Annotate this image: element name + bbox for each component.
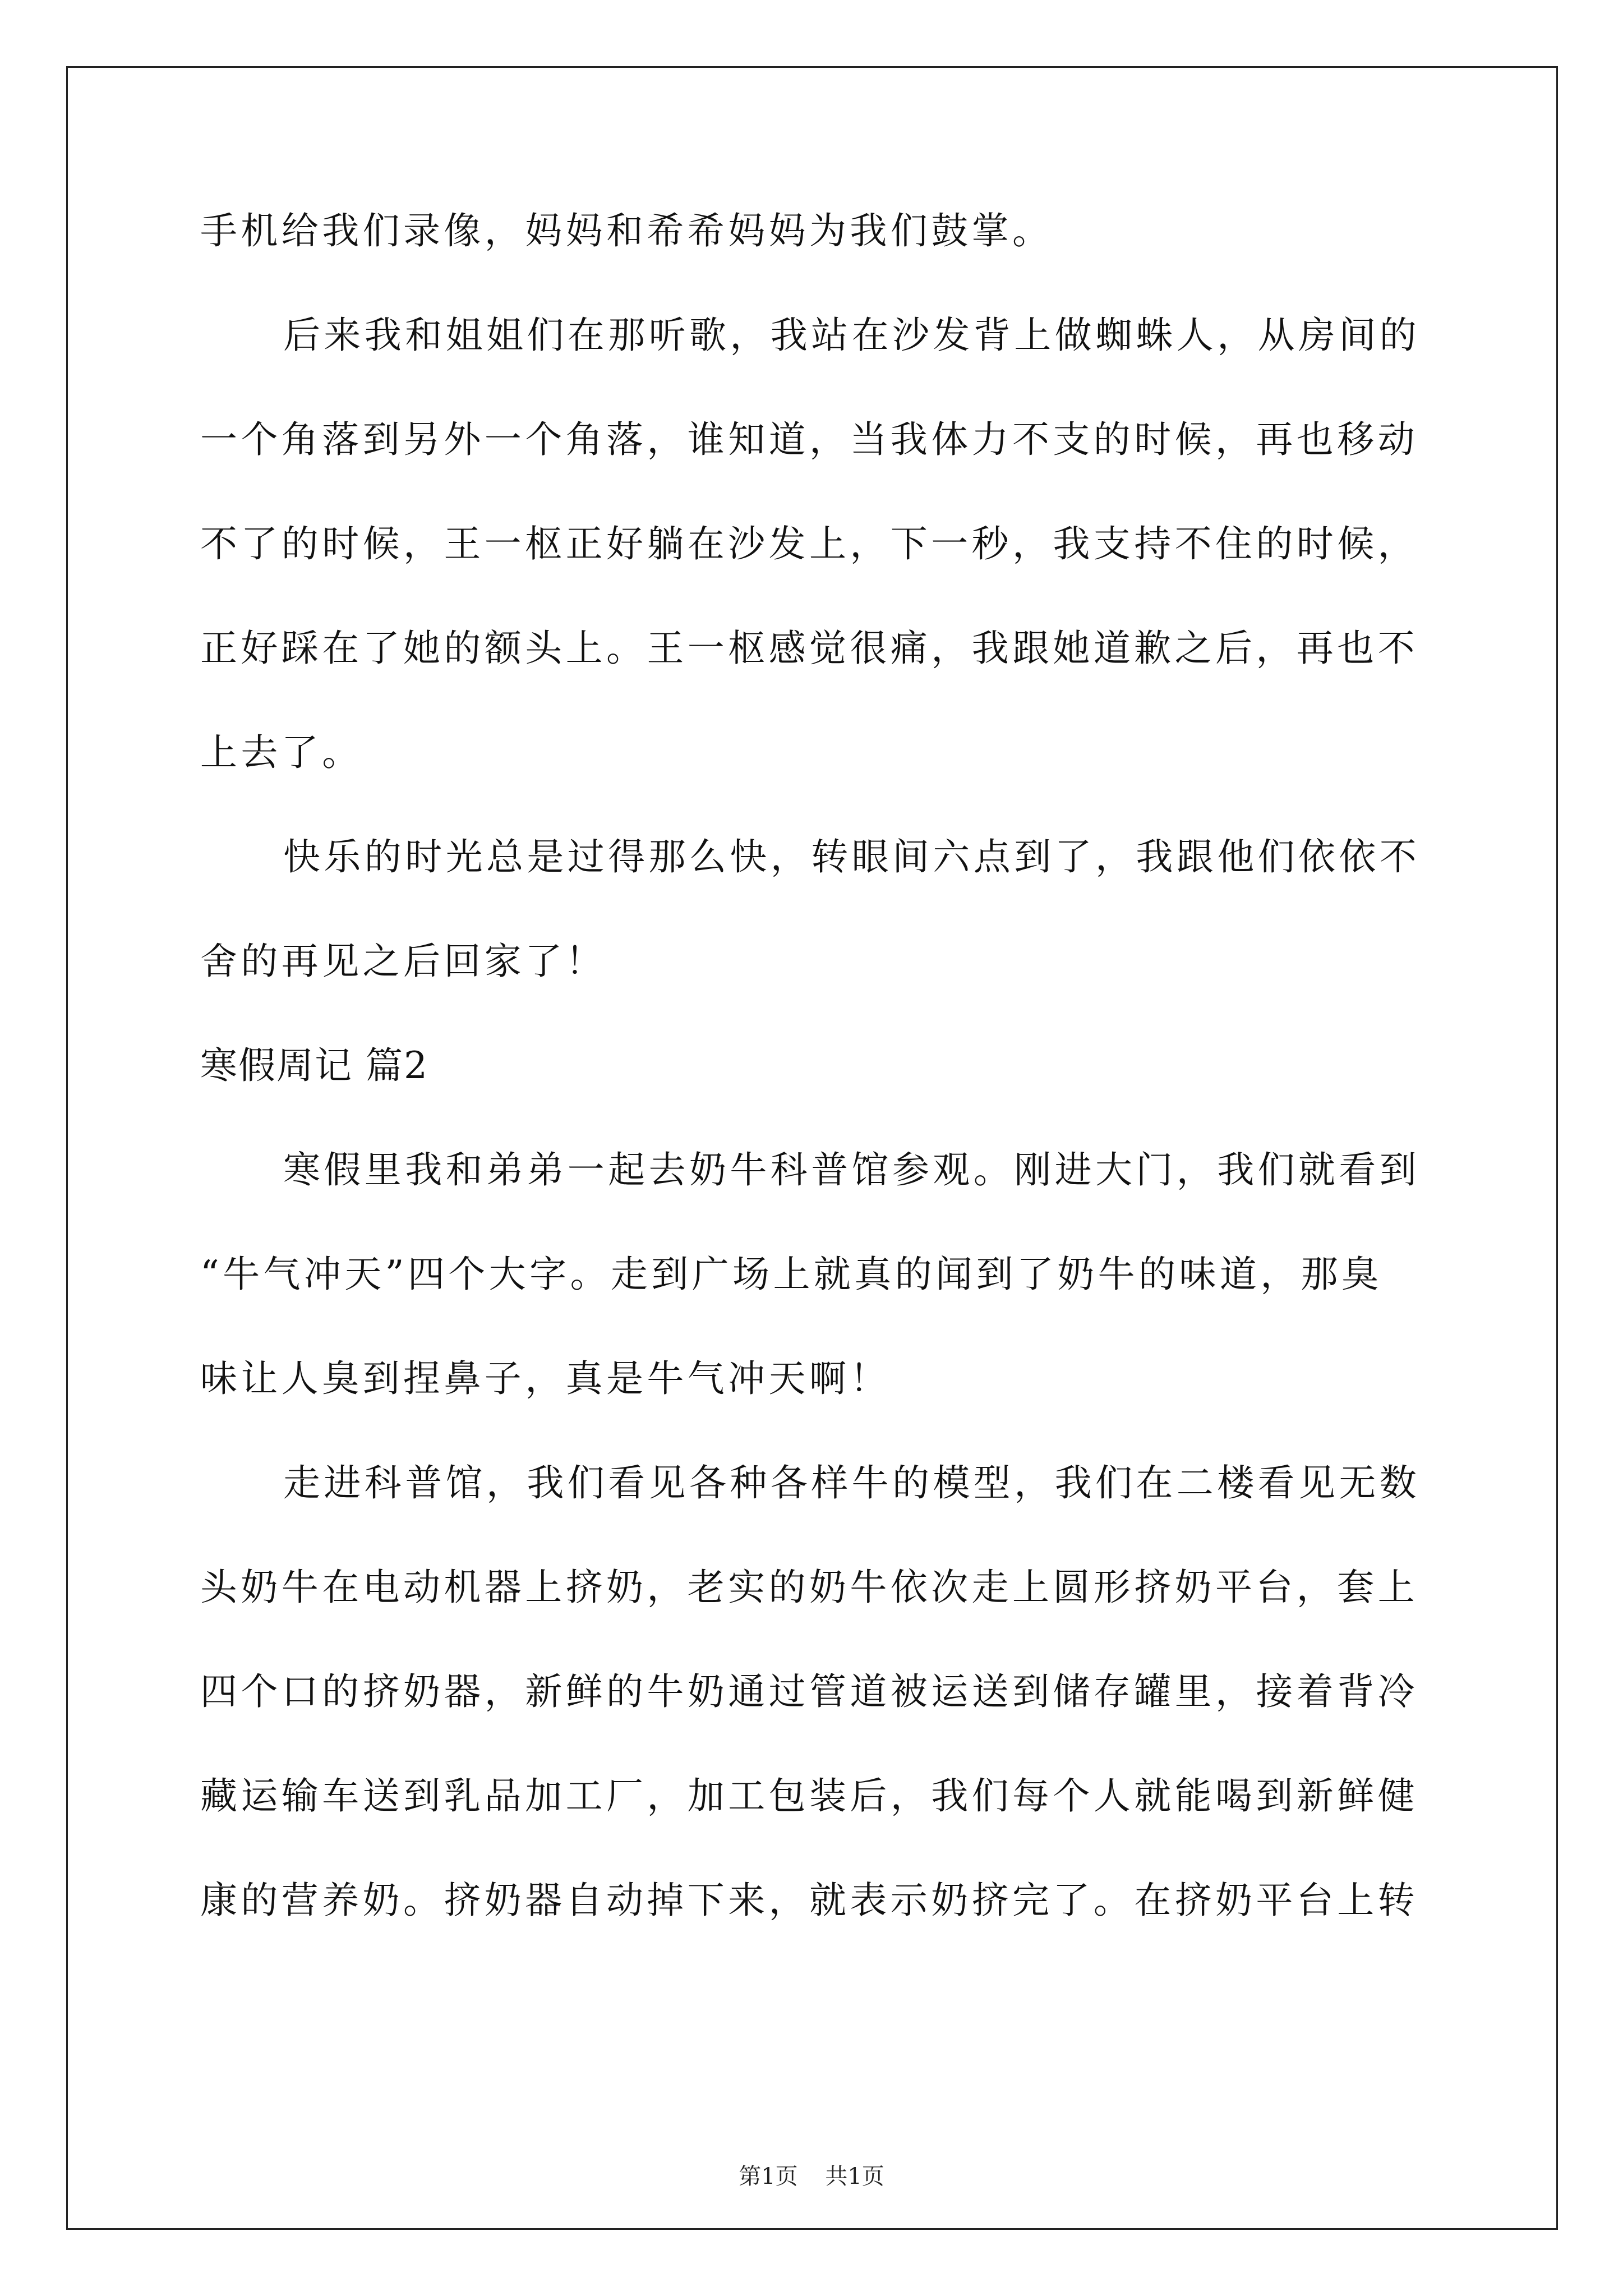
text-line: 四个口的挤奶器，新鲜的牛奶通过管道被运送到储存罐里，接着背冷 — [200, 1670, 1418, 1713]
document-body — [200, 205, 1434, 1927]
text-line: 上去了。 — [200, 731, 363, 774]
text-line: 味让人臭到捏鼻子，真是牛气冲天啊！ — [200, 1357, 891, 1400]
paragraph-first-line: 走进科普馆，我们看见各种各样牛的模型，我们在二楼看见无数 — [283, 1461, 1421, 1504]
page-number: 第1页 — [739, 2164, 798, 2189]
text-line: 头奶牛在电动机器上挤奶，老实的奶牛依次走上圆形挤奶平台，套上 — [200, 1566, 1418, 1609]
page-footer — [0, 2162, 1623, 2191]
text-line: 正好踩在了她的额头上。王一枢感觉很痛，我跟她道歉之后，再也不 — [200, 627, 1418, 670]
text-line: 一个角落到另外一个角落，谁知道，当我体力不支的时候，再也移动 — [200, 418, 1418, 461]
page-total: 共1页 — [825, 2164, 884, 2189]
text-line: 不了的时候，王一枢正好躺在沙发上，下一秒，我支持不住的时候， — [200, 522, 1418, 565]
paragraph-first-line: 寒假里我和弟弟一起去奶牛科普馆参观。刚进大门，我们就看到 — [283, 1148, 1421, 1191]
text-line: 手机给我们录像，妈妈和希希妈妈为我们鼓掌。 — [200, 209, 1053, 252]
section-heading: 寒假周记 篇2 — [200, 1044, 428, 1087]
text-line: 藏运输车送到乳品加工厂，加工包装后，我们每个人就能喝到新鲜健 — [200, 1774, 1418, 1818]
text-line: 舍的再见之后回家了！ — [200, 940, 606, 983]
paragraph-first-line: 后来我和姐姐们在那听歌，我站在沙发背上做蜘蛛人，从房间的 — [283, 314, 1421, 357]
text-line: “牛气冲天”四个大字。走到广场上就真的闻到了奶牛的味道，那臭 — [200, 1253, 1382, 1296]
text-line: 康的营养奶。挤奶器自动掉下来，就表示奶挤完了。在挤奶平台上转 — [200, 1879, 1418, 1922]
paragraph-first-line: 快乐的时光总是过得那么快，转眼间六点到了，我跟他们依依不 — [283, 835, 1421, 878]
